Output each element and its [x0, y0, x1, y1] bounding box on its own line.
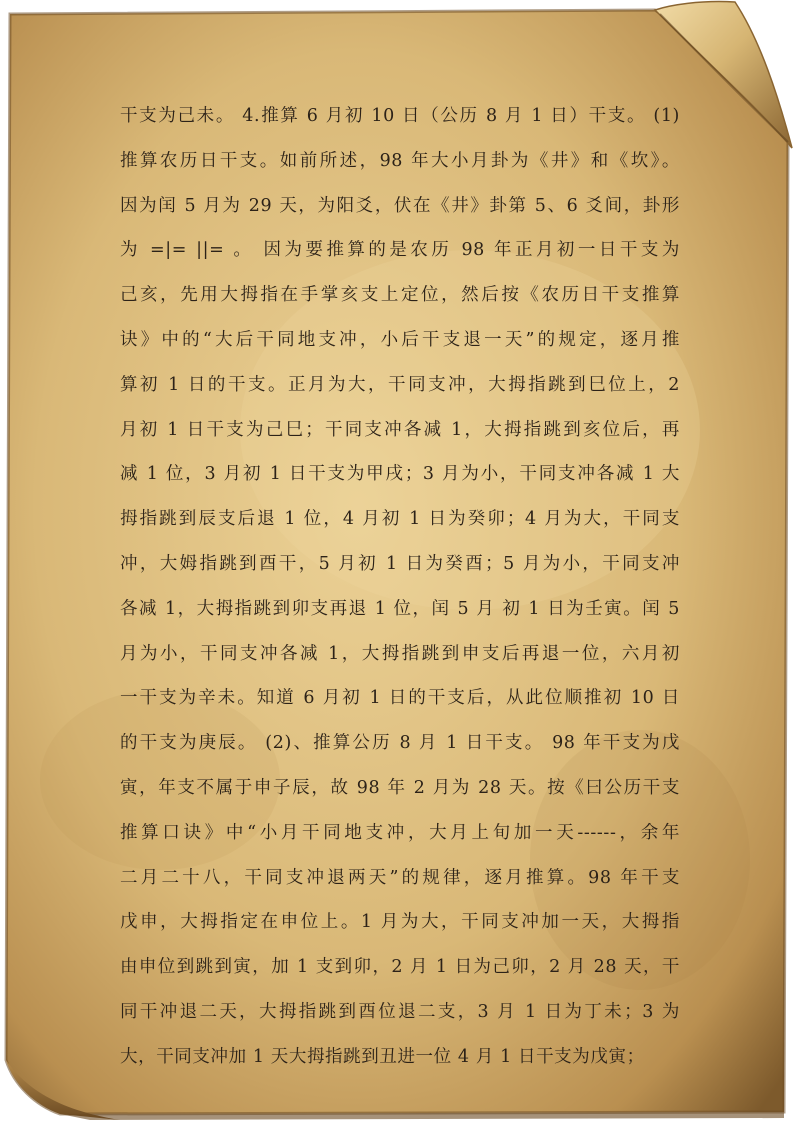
text-line: 戊申，大拇指定在申位上。1 月为大，干同支冲加一天，大拇指 — [120, 912, 680, 933]
text-line: 各减 1，大拇指跳到卯支再退 1 位，闰 5 月 初 1 日为壬寅。闰 5 — [120, 598, 680, 619]
text-line: 算初 1 日的干支。正月为大，干同支冲，大拇指跳到巳位上，2 — [120, 374, 680, 395]
text-line: 推算口诀》中“小月干同地支冲，大月上旬加一天------，余年 — [120, 822, 680, 843]
text-line: 大，干同支冲加 1 天大拇指跳到丑进一位 4 月 1 日干支为戊寅； — [120, 1046, 645, 1067]
text-line: 一干支为辛未。知道 6 月初 1 日的干支后，从此位顺推初 10 日 — [120, 688, 680, 709]
text-line: 同干冲退二天，大拇指跳到酉位退二支，3 月 1 日为丁未；3 为 — [120, 1001, 680, 1022]
text-line: 由申位到跳到寅，加 1 支到卯，2 月 1 日为己卯，2 月 28 天，干 — [120, 957, 680, 978]
text-line: 寅，年支不属于申子辰，故 98 年 2 月为 28 天。按《曰公历干支 — [120, 777, 680, 798]
text-line: 推算农历日干支。如前所述，98 年大小月卦为《井》和《坎》。 — [120, 150, 680, 171]
text-line: 干支为己未。 4.推算 6 月初 10 日（公历 8 月 1 日）干支。 (1) — [120, 106, 680, 126]
text-line: 己亥，先用大拇指在手掌亥支上定位，然后按《农历日干支推算 — [120, 285, 680, 306]
text-line: 月为小，干同支冲各减 1，大拇指跳到申支后再退一位，六月初 — [120, 643, 680, 664]
text-line: 因为闰 5 月为 29 天，为阳爻，伏在《井》卦第 5、6 爻间，卦形 — [120, 195, 680, 216]
text-line: 拇指跳到辰支后退 1 位，4 月初 1 日为癸卯；4 月为大，干同支 — [120, 509, 680, 530]
text-line: 冲，大姆指跳到酉干，5 月初 1 日为癸酉；5 月为小，干同支冲 — [120, 553, 680, 574]
text-line: 月初 1 日干支为己巳；干同支冲各减 1，大拇指跳到亥位后，再 — [120, 419, 680, 440]
text-line: 为 =|= ||= 。 因为要推算的是农历 98 年正月初一日干支为 — [120, 240, 680, 261]
text-line: 的干支为庚辰。 (2)、推算公历 8 月 1 日干支。 98 年干支为戊 — [120, 733, 680, 754]
text-line: 诀》中的“大后干同地支冲，小后干支退一天”的规定，逐月推 — [120, 329, 680, 350]
document-text-block — [120, 98, 680, 1084]
text-line: 减 1 位，3 月初 1 日干支为甲戌；3 月为小，干同支冲各减 1 大 — [120, 464, 680, 485]
text-line: 二月二十八，干同支冲退两天”的规律，逐月推算。98 年干支 — [120, 867, 680, 888]
